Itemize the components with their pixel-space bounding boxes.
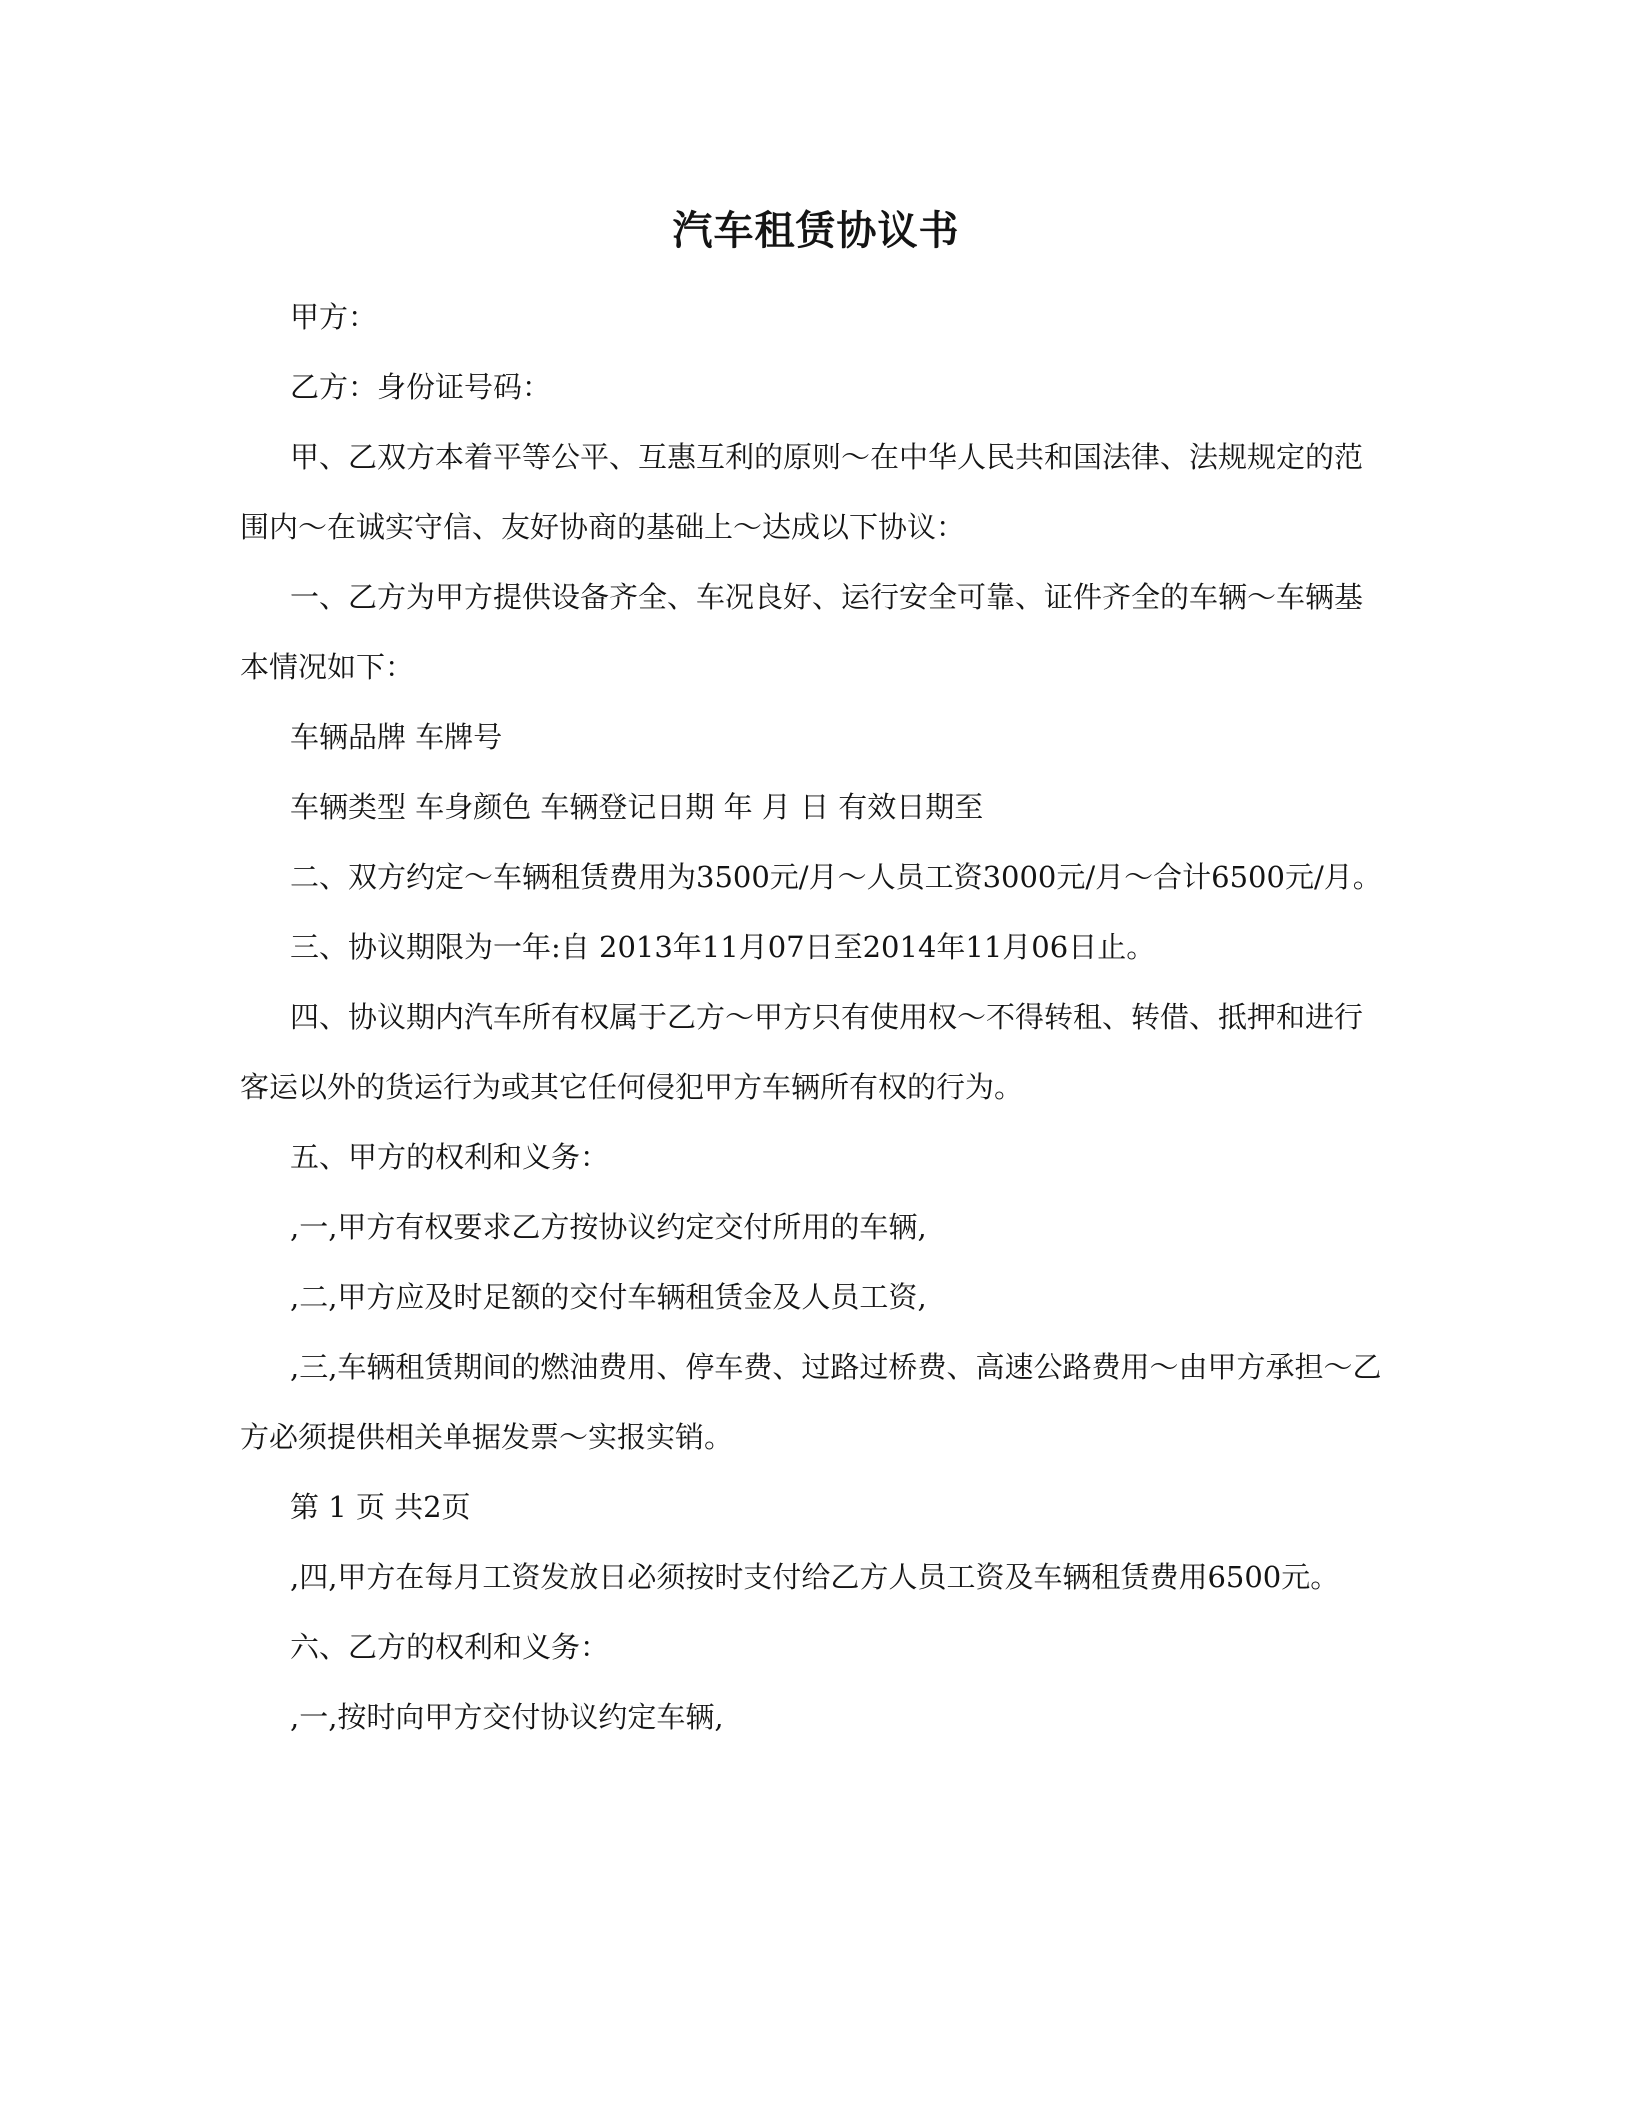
clause-5-item-2: ,二,甲方应及时足额的交付车辆租赁金及人员工资, xyxy=(290,1280,927,1314)
party-a-line: 甲方： xyxy=(290,300,378,334)
clause-5-heading: 五、甲方的权利和义务： xyxy=(290,1140,610,1174)
clause-6-item-1: ,一,按时向甲方交付协议约定车辆, xyxy=(290,1700,724,1734)
clause-1-paragraph: 一、乙方为甲方提供设备齐全、车况良好、运行安全可靠、证件齐全的车辆～车辆基本情况如下： xyxy=(240,580,1364,684)
clause-5-item-3: ,三,车辆租赁期间的燃油费用、停车费、过路过桥费、高速公路费用～由甲方承担～乙方必须提供相关单据发票～实报实销。 xyxy=(240,1350,1382,1454)
document-body xyxy=(240,282,1384,1752)
vehicle-brand-line: 车辆品牌 车牌号 xyxy=(290,720,503,754)
preamble-paragraph: 甲、乙双方本着平等公平、互惠互利的原则～在中华人民共和国法律、法规规定的范围内～在诚实守信、友好协商的基础上～达成以下协议： xyxy=(240,440,1364,544)
document-title: 汽车租赁协议书 xyxy=(672,207,960,254)
clause-3-paragraph: 三、协议期限为一年:自 2013年11月07日至2014年11月06日止。 xyxy=(290,930,1156,964)
clause-2-paragraph: 二、双方约定～车辆租赁费用为3500元/月～人员工资3000元/月～合计6500元/月。 xyxy=(290,860,1382,894)
clause-6-heading: 六、乙方的权利和义务： xyxy=(290,1630,610,1664)
clause-5-item-1: ,一,甲方有权要求乙方按协议约定交付所用的车辆, xyxy=(290,1210,927,1244)
clause-5-item-4: ,四,甲方在每月工资发放日必须按时支付给乙方人员工资及车辆租赁费用6500元。 xyxy=(290,1560,1340,1594)
page-number-line: 第 1 页 共2页 xyxy=(290,1490,471,1524)
clause-4-paragraph: 四、协议期内汽车所有权属于乙方～甲方只有使用权～不得转租、转借、抵押和进行客运以外的货运行为或其它任何侵犯甲方车辆所有权的行为。 xyxy=(240,1000,1364,1104)
vehicle-type-line: 车辆类型 车身颜色 车辆登记日期 年 月 日 有效日期至 xyxy=(290,790,984,824)
party-b-line: 乙方：身份证号码： xyxy=(290,370,552,404)
